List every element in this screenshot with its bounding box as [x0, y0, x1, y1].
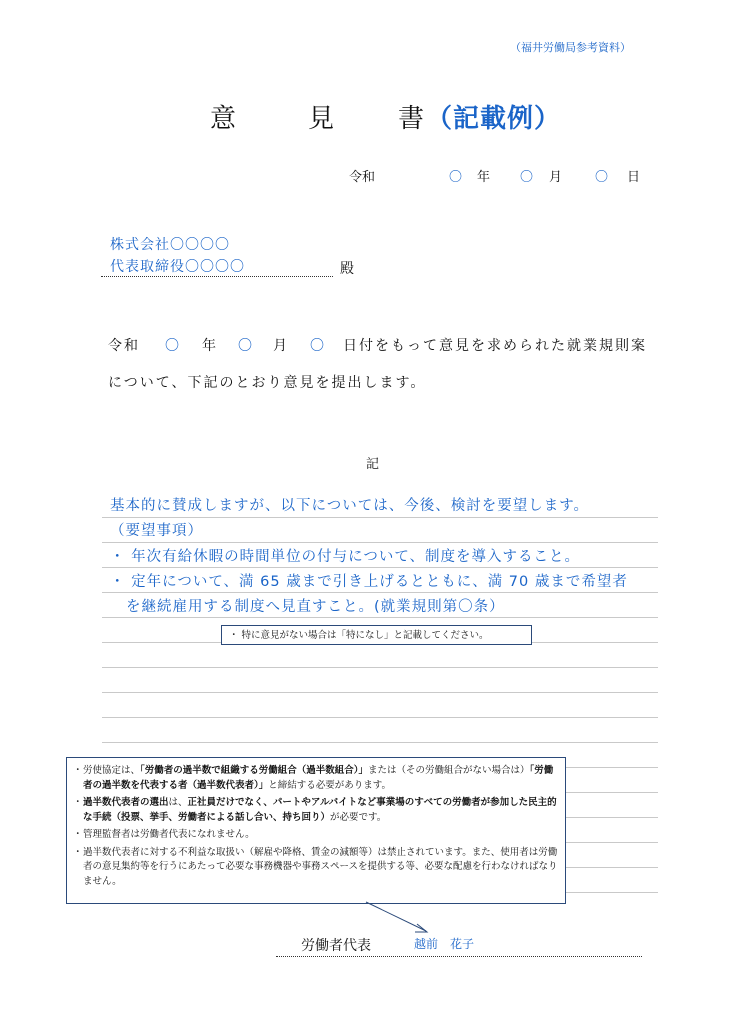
date-era: 令和 — [349, 170, 376, 185]
body-month-value: 〇 — [238, 338, 254, 354]
bullet: ・ — [73, 797, 83, 808]
rule-line — [102, 542, 658, 543]
rule-line — [102, 667, 658, 668]
callout-arrow-icon — [360, 900, 440, 940]
recipient-honorific: 殿 — [340, 261, 354, 277]
page-title — [210, 98, 561, 135]
source-note: （福井労働局参考資料） — [510, 41, 631, 54]
note-text: 過半数代表者に対する不利益な取扱い（解雇や降格、賃金の減額等）は禁止されています。また、使用者は労働者の意見集約等を行うにあたって必要な事務機器や事務スペースを提供する等、必要な配慮を行わなければなりません。 — [83, 846, 558, 887]
bullet: ・ — [73, 765, 83, 776]
title-char-2: 見 — [308, 104, 337, 134]
note-text: または（その労働組合がない場合は） — [368, 765, 530, 776]
body-day-value: 〇 — [310, 338, 326, 354]
opinion-line-2: （要望事項） — [110, 523, 203, 539]
body-year-value: 〇 — [165, 338, 181, 354]
note-text: が必要です。 — [330, 811, 387, 823]
note-emphasis: 「労働者の過半数で組織する労働組合（過半数組合）」 — [140, 765, 369, 776]
rule-line — [102, 592, 658, 593]
body-line2: について、下記のとおり意見を提出します。 — [108, 375, 427, 391]
signature-underline — [276, 956, 642, 957]
date-year-value: 〇 — [449, 170, 463, 185]
worker-representative-label: 労働者代表 — [301, 938, 371, 954]
rule-line — [102, 617, 658, 618]
opinion-line-5: を継続雇用する制度へ見直すこと。(就業規則第〇条） — [126, 599, 505, 615]
note-emphasis: 「労働者の過半数を代表する者（過半数代表者）」 — [83, 765, 554, 791]
worker-representative-name: 越前 花子 — [414, 937, 475, 951]
date-month-label: 月 — [549, 170, 563, 185]
empty-opinion-note: ・ 特に意見がない場合は「特になし」と記載してください。 — [221, 625, 532, 645]
body-year-label: 年 — [202, 338, 218, 354]
opinion-line-3: ・ 年次有給休暇の時間単位の付与について、制度を導入すること。 — [110, 549, 581, 565]
note-item — [73, 764, 559, 793]
date-day-label: 日 — [627, 170, 641, 185]
note-text: 労使協定は、 — [83, 765, 141, 776]
rule-line — [102, 717, 658, 718]
bullet: ・ — [73, 846, 83, 858]
rule-line — [102, 692, 658, 693]
opinion-line-1: 基本的に賛成しますが、以下については、今後、検討を要望します。 — [110, 498, 590, 514]
body-era: 令和 — [108, 338, 140, 354]
recipient-underline — [101, 276, 333, 277]
ki-heading: 記 — [366, 457, 380, 472]
title-char-3: 書 — [398, 104, 427, 134]
note-item — [73, 846, 559, 890]
note-text: 管理監督者は労働者代表になれません。 — [83, 829, 255, 840]
note-item — [73, 828, 559, 843]
title-char-1: 意 — [210, 104, 239, 134]
note-emphasis: 正社員だけでなく、パートやアルバイトなど事業場のすべての労働者が参加した民主的な手続（投票、挙手、労働者による話し合い、持ち回り） — [83, 797, 557, 823]
bullet: ・ — [73, 829, 83, 840]
note-text: と締結する必要があります。 — [268, 779, 392, 791]
date-day-value: 〇 — [595, 170, 609, 185]
recipient-company: 株式会社〇〇〇〇 — [110, 237, 230, 253]
title-example-label: （記載例） — [426, 104, 562, 134]
body-line1-rest: 日付をもって意見を求められた就業規則案 — [343, 338, 647, 354]
recipient-representative: 代表取締役〇〇〇〇 — [110, 259, 245, 275]
note-item — [73, 796, 559, 825]
rule-line — [102, 742, 658, 743]
note-emphasis: 過半数代表者の選出 — [83, 797, 169, 808]
labor-agreement-notes — [66, 757, 566, 904]
date-year-label: 年 — [477, 170, 491, 185]
body-month-label: 月 — [273, 338, 289, 354]
rule-line — [102, 567, 658, 568]
note-text: は、 — [168, 797, 188, 808]
opinion-line-4: ・ 定年について、満 65 歳まで引き上げるとともに、満 70 歳まで希望者 — [110, 574, 628, 590]
rule-line — [102, 517, 658, 518]
date-month-value: 〇 — [520, 170, 534, 185]
